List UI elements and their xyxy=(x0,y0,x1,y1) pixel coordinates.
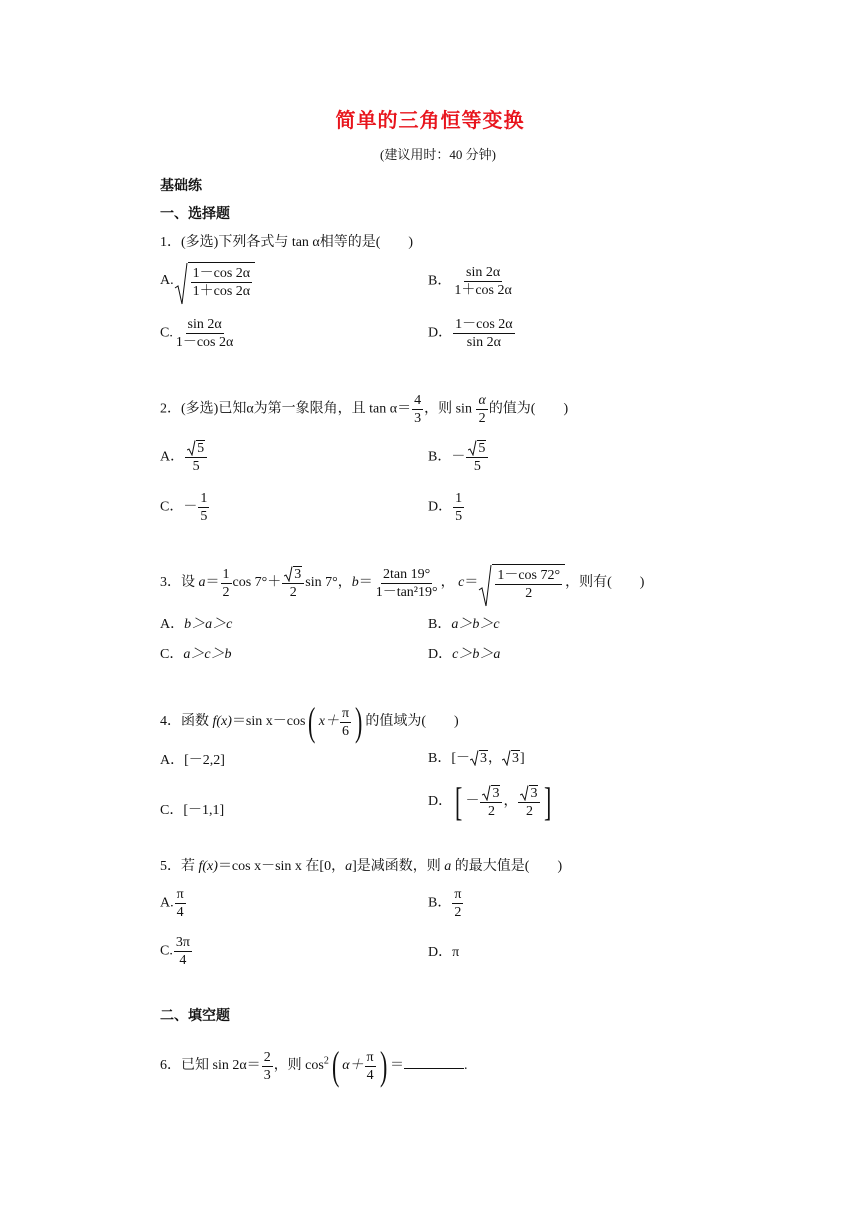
sqrt-sign: 3 xyxy=(482,785,500,802)
q2-stem: 2．(多选)已知α为第一象限角，且 tan α＝ $\frac{4}{3}$ ，则 sin $\frac{\alpha}{2}$ 的值为( ) xyxy=(160,393,569,426)
q2-option-a xyxy=(160,440,208,475)
q5-option-b: B． $\frac{\pi}{2}$ xyxy=(428,887,462,920)
option-label: D． xyxy=(428,499,453,515)
page-title: 简单的三角恒等变换 xyxy=(335,108,525,132)
fraction: $\frac{5}{5}$ xyxy=(185,440,207,475)
fraction: $\frac{3}{2}$ xyxy=(480,785,502,820)
q6-stem: 6．已知 sin 2α＝ $\frac{2}{3}$ ，则 $\cos^2$ ( α＋ $\frac{\pi}{4}$ ) ＝ . xyxy=(160,1043,468,1088)
q5-stem: 5．若 f(x)＝cos x－sin x 在[0，a]是减函数，则 a 的最大值是( ) xyxy=(160,859,563,874)
q3-option-a: A．b＞a＞c xyxy=(160,617,233,632)
fraction: $\frac{1}{5}$ xyxy=(455,491,463,524)
bracketed-interval: [ － $\frac{3}{2}$ ， $\frac{3}{2}$ ] xyxy=(455,779,552,824)
fraction: $\frac{\pi}{6}$ xyxy=(341,705,350,739)
q3-option-b: B．a＞b＞c xyxy=(428,617,500,632)
q1-option-b xyxy=(428,264,515,299)
q4-stem: 4．函数 f(x)＝sin x－cos ( x＋ $\frac{\pi}{6}$ ) 的值域为( ) xyxy=(160,699,459,744)
q4-option-b: B．[－ 3， 3] xyxy=(428,751,525,766)
q4-option-d: D． [ － $\frac{3}{2}$ ， $\frac{3}{2}$ ] xyxy=(428,782,555,822)
fraction: $\frac{\alpha}{2}$ xyxy=(478,393,486,426)
q3-option-c: C．a＞c＞b xyxy=(160,647,232,662)
fraction: $\frac{\pi}{4}$ xyxy=(176,887,184,920)
sqrt-sign: 3 xyxy=(502,750,520,767)
fraction: $\frac{2\tan 19^\circ}{\text{1－tan²19°}}$ xyxy=(375,566,438,600)
fraction: $\frac{5}{5}$ xyxy=(466,440,488,475)
q2-option-b: B．－ $\frac{5}{5}$ xyxy=(428,440,489,475)
q5-option-d: D．π xyxy=(428,945,460,960)
sqrt-sign xyxy=(174,262,256,300)
parenthesized-expression: ( x＋ $\frac{\pi}{6}$ ) xyxy=(308,699,363,744)
q2-option-c: C．－ $\frac{1}{5}$ xyxy=(160,491,208,524)
answer-blank[interactable] xyxy=(404,1056,464,1069)
q1-option-c xyxy=(160,316,236,351)
sqrt-sign: 3 xyxy=(284,566,302,583)
fraction: $\frac{3\pi}{4}$ xyxy=(175,935,190,968)
q3-stem: 3．设 a＝ $\frac{1}{2}$ cos 7°＋ $\frac{3}{2}$ sin 7°，b＝ $\frac{2\tan 19^\circ}{\text{1－tan²19°}}$ ， c＝ $\frac{1-\cos 72^\circ}{2}$ ，则有( ) xyxy=(160,564,644,602)
sqrt-sign: 5 xyxy=(187,440,205,457)
option-label: C. xyxy=(160,325,173,341)
fraction: $\frac{\pi}{2}$ xyxy=(454,887,462,920)
q1-option-d xyxy=(428,316,516,351)
fraction: $\frac{2}{3}$ xyxy=(263,1049,271,1083)
q3-option-d: D．c＞b＞a xyxy=(428,647,501,662)
option-label: C． xyxy=(160,499,184,515)
q2-option-d xyxy=(428,490,465,525)
fraction: $\frac{1-\cos 2\alpha}{1+\cos 2\alpha}$ xyxy=(192,266,251,299)
option-label: B． xyxy=(428,273,452,289)
q4-option-a: A．[－2,2] xyxy=(160,753,225,768)
part-heading-choice: 一、选择题 xyxy=(160,207,230,222)
fraction: $\frac{\pi}{4}$ xyxy=(366,1049,374,1083)
option-label: A． xyxy=(160,449,185,465)
q1-stem: 1．(多选)下列各式与 tan α相等的是( ) xyxy=(160,235,414,250)
sqrt-sign xyxy=(478,564,565,602)
q5-option-a: A. $\frac{\pi}{4}$ xyxy=(160,887,184,920)
fraction: $\frac{3}{2}$ xyxy=(518,785,540,820)
q5-option-c: C. $\frac{3\pi}{4}$ xyxy=(160,935,190,968)
sqrt-sign: 3 xyxy=(470,750,488,767)
q1-option-a xyxy=(160,262,255,300)
q4-option-c: C．[－1,1] xyxy=(160,803,225,818)
fraction: $\frac{\sin 2\alpha}{1-\cos 2\alpha}$ xyxy=(175,317,234,350)
option-label: D． xyxy=(428,325,453,341)
section-basic: 基础练 xyxy=(160,179,202,194)
time-note: (建议用时：40 分钟) xyxy=(380,147,496,162)
fraction: $\frac{1-\cos 2\alpha}{\sin 2\alpha}$ xyxy=(455,317,513,350)
fraction: $\frac{4}{3}$ xyxy=(414,393,422,426)
fraction: $\frac{3}{2}$ xyxy=(282,566,304,601)
fraction: $\frac{\sin 2\alpha}{1+\cos 2\alpha}$ xyxy=(454,265,512,298)
fraction: $\frac{1}{5}$ xyxy=(200,491,208,524)
sqrt-sign: 5 xyxy=(468,440,486,457)
sqrt-sign: 3 xyxy=(520,785,538,802)
option-label: B． xyxy=(428,449,452,465)
option-label: A. xyxy=(160,273,174,289)
fraction: $\frac{1}{2}$ xyxy=(222,566,230,600)
fraction: $\frac{1-\cos 72^\circ}{2}$ xyxy=(497,568,561,601)
part-heading-fill: 二、填空题 xyxy=(160,1009,230,1024)
parenthesized-expression: ( α＋ $\frac{\pi}{4}$ ) xyxy=(331,1043,387,1088)
